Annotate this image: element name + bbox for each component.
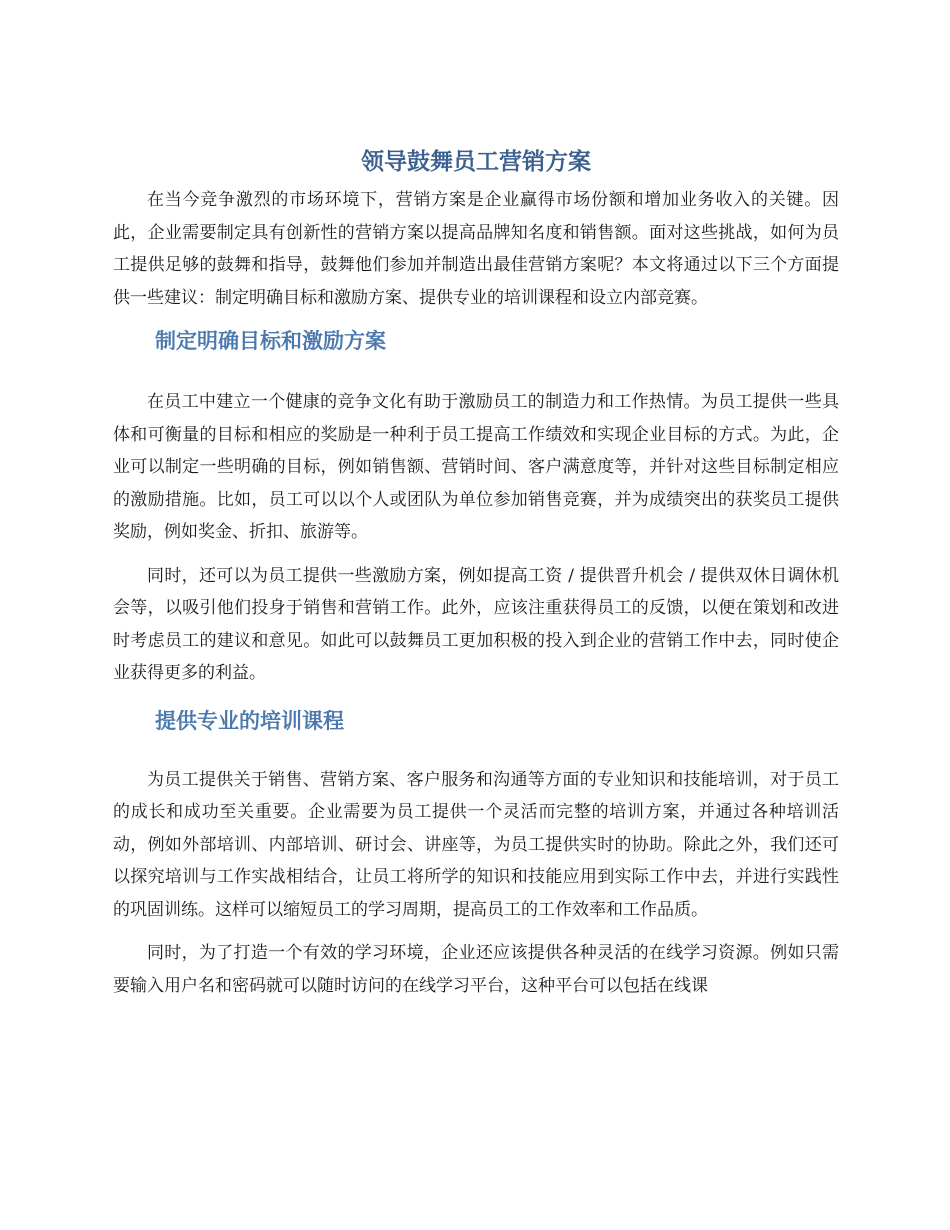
document-title: 领导鼓舞员工营销方案 — [361, 149, 591, 175]
section-2-paragraph-1: 为员工提供关于销售、营销方案、客户服务和沟通等方面的专业知识和技能培训，对于员工的成长和成功至关重要。企业需要为员工提供一个灵活而完整的培训方案，并通过各种培训活动，例如外部培训、内部培训、研讨会、讲座等，为员工提供实时的协助。除此之外，我们还可以探究培训与工作实战相结合，让员工将所学的知识和技能应用到实际工作中去，并进行实践性的巩固训练。这样可以缩短员工的学习周期，提高员工的工作效率和工作品质。 — [113, 769, 839, 920]
section-1-paragraph-2: 同时，还可以为员工提供一些激励方案，例如提高工资 / 提供晋升机会 / 提供双休日调休机会等，以吸引他们投身于销售和营销工作。此外，应该注重获得员工的反馈，以便在策划和改进时考虑员工的建议和意见。如此可以鼓舞员工更加积极的投入到企业的营销工作中去，同时使企业获得更多的利益。 — [113, 565, 839, 683]
section-heading-training: 提供专业的培训课程 — [155, 708, 344, 733]
section-1-paragraph-1: 在员工中建立一个健康的竞争文化有助于激励员工的制造力和工作热情。为员工提供一些具体和可衡量的目标和相应的奖励是一种利于员工提高工作绩效和实现企业目标的方式。为此，企业可以制定一些明确的目标，例如销售额、营销时间、客户满意度等，并针对这些目标制定相应的激励措施。比如，员工可以以个人或团队为单位参加销售竞赛，并为成绩突出的获奖员工提供奖励，例如奖金、折扣、旅游等。 — [113, 392, 839, 542]
document-page — [113, 140, 839, 1067]
intro-paragraph: 在当今竞争激烈的市场环境下，营销方案是企业赢得市场份额和增加业务收入的关键。因此，企业需要制定具有创新性的营销方案以提高品牌知名度和销售额。面对这些挑战，如何为员工提供足够的鼓舞和指导，鼓舞他们参加并制造出最佳营销方案呢？本文将通过以下三个方面提供一些建议：制定明确目标和激励方案、提供专业的培训课程和设立内部竞赛。 — [113, 190, 839, 308]
section-2-paragraph-2: 同时，为了打造一个有效的学习环境，企业还应该提供各种灵活的在线学习资源。例如只需要输入用户名和密码就可以随时访问的在线学习平台，这种平台可以包括在线课 — [113, 943, 839, 996]
section-heading-goals-incentives: 制定明确目标和激励方案 — [155, 329, 386, 353]
